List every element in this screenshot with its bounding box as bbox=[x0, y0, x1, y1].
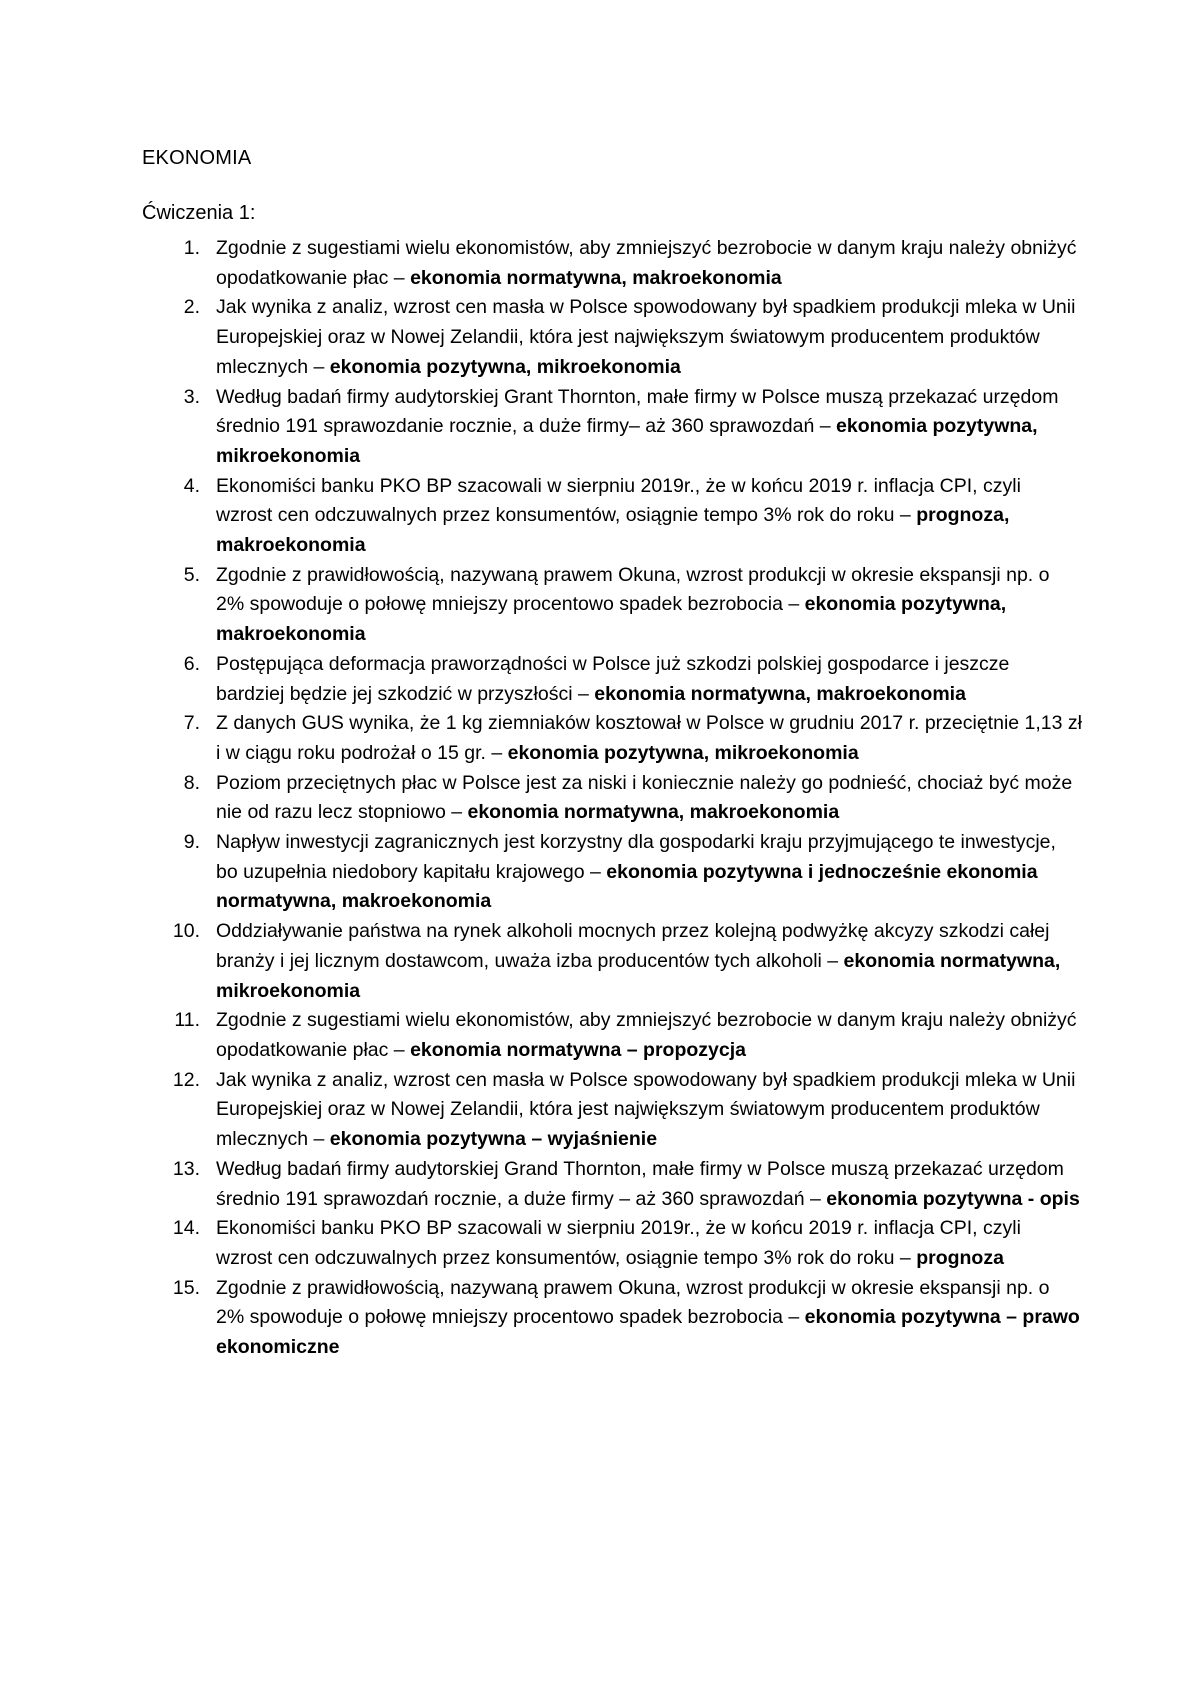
item-text: Według badań firmy audytorskiej Grant Thornton, małe firmy w Polsce muszą przekazać urzędom średnio 191 sprawozdanie rocznie, a duże firmy– aż 360 sprawozdań – bbox=[216, 385, 1059, 438]
exercise-list bbox=[142, 234, 1082, 1363]
list-item bbox=[142, 1066, 1082, 1155]
item-classification: prognoza bbox=[916, 1246, 1004, 1269]
list-item bbox=[142, 828, 1082, 917]
item-number: 6. bbox=[183, 652, 200, 675]
item-classification: ekonomia pozytywna i jednocześnie ekonomia normatywna, makroekonomia bbox=[216, 860, 1038, 913]
item-classification: prognoza, makroekonomia bbox=[216, 504, 1010, 557]
item-number: 1. bbox=[183, 237, 200, 259]
item-text: Ekonomiści banku PKO BP szacowali w sierpniu 2019r., że w końcu 2019 r. inflacja CPI, czyli wzrost cen odczuwalnych przez konsumentów, osiągnie tempo 3% rok do roku – bbox=[216, 474, 1021, 527]
item-classification: ekonomia normatywna – propozycja bbox=[410, 1038, 746, 1061]
list-item bbox=[142, 1006, 1082, 1065]
item-classification: ekonomia normatywna, makroekonomia bbox=[410, 266, 782, 289]
list-item bbox=[142, 769, 1082, 828]
item-text: Zgodnie z prawidłowością, nazywaną prawem Okuna, wzrost produkcji w okresie ekspansji np. o 2% spowoduje o połowę mniejszy procentowo spadek bezrobocia – bbox=[216, 1276, 1050, 1329]
item-text: Poziom przeciętnych płac w Polsce jest za niski i koniecznie należy go podnieść, chociaż być może nie od razu lecz stopniowo – bbox=[216, 771, 1073, 824]
item-classification: ekonomia normatywna, makroekonomia bbox=[594, 682, 966, 705]
item-text: Jak wynika z analiz, wzrost cen masła w Polsce spowodowany był spadkiem produkcji mleka w Unii Europejskiej oraz w Nowej Zelandii, która jest największym światowym producentem produktów mlecznych – bbox=[216, 296, 1076, 378]
item-classification: ekonomia pozytywna - opis bbox=[826, 1187, 1080, 1210]
item-number: 12. bbox=[172, 1068, 200, 1091]
item-classification: ekonomia pozytywna – prawo ekonomiczne bbox=[216, 1306, 1080, 1359]
item-number: 3. bbox=[183, 385, 200, 408]
item-text: Ekonomiści banku PKO BP szacowali w sierpniu 2019r., że w końcu 2019 r. inflacja CPI, czyli wzrost cen odczuwalnych przez konsumentów, osiągnie tempo 3% rok do roku – bbox=[216, 1217, 1021, 1269]
item-number: 10. bbox=[172, 920, 200, 943]
list-item bbox=[142, 472, 1082, 561]
item-text: Oddziaływanie państwa na rynek alkoholi mocnych przez kolejną podwyżkę akcyzy szkodzi całej branży i jej licznym dostawcom, uważa izba producentów tych alkoholi – bbox=[216, 920, 1050, 972]
list-item bbox=[142, 383, 1082, 472]
item-classification: ekonomia normatywna, makroekonomia bbox=[467, 801, 840, 824]
item-classification: ekonomia pozytywna, makroekonomia bbox=[216, 593, 1007, 646]
item-classification: ekonomia pozytywna, mikroekonomia bbox=[216, 415, 1038, 467]
item-text: Zgodnie z sugestiami wielu ekonomistów, aby zmniejszyć bezrobocie w danym kraju należy obniżyć opodatkowanie płac – bbox=[216, 237, 1077, 289]
item-text: Napływ inwestycji zagranicznych jest korzystny dla gospodarki kraju przyjmującego te inwestycje, bo uzupełnia niedobory kapitału krajowego – bbox=[216, 831, 1056, 883]
document-title: EKONOMIA bbox=[142, 147, 252, 169]
item-text: Zgodnie z sugestiami wielu ekonomistów, aby zmniejszyć bezrobocie w danym kraju należy obniżyć opodatkowanie płac – bbox=[216, 1009, 1077, 1061]
item-number: 13. bbox=[172, 1157, 200, 1180]
list-item bbox=[142, 1274, 1082, 1363]
item-number: 7. bbox=[183, 712, 200, 735]
item-text: Postępująca deformacja praworządności w Polsce już szkodzi polskiej gospodarce i jeszcze bardziej będzie jej szkodzić w przyszłości – bbox=[216, 652, 1010, 705]
item-number: 8. bbox=[183, 771, 200, 794]
item-number: 9. bbox=[183, 831, 200, 854]
item-classification: ekonomia pozytywna, mikroekonomia bbox=[507, 741, 859, 764]
list-item bbox=[142, 650, 1082, 709]
item-number: 5. bbox=[183, 563, 200, 586]
list-item bbox=[142, 709, 1082, 768]
list-item bbox=[142, 234, 1082, 293]
item-classification: ekonomia pozytywna – wyjaśnienie bbox=[329, 1128, 658, 1151]
item-number: 15. bbox=[172, 1276, 200, 1299]
item-number: 14. bbox=[172, 1217, 200, 1240]
item-classification: ekonomia pozytywna, mikroekonomia bbox=[329, 355, 681, 378]
item-number: 2. bbox=[183, 296, 200, 319]
item-number: 4. bbox=[183, 474, 200, 497]
list-item bbox=[142, 561, 1082, 650]
item-number: 11. bbox=[174, 1009, 200, 1032]
item-text: Zgodnie z prawidłowością, nazywaną prawem Okuna, wzrost produkcji w okresie ekspansji np. o 2% spowoduje o połowę mniejszy procentowo spadek bezrobocia – bbox=[216, 563, 1050, 616]
item-text: Według badań firmy audytorskiej Grand Thornton, małe firmy w Polsce muszą przekazać urzędom średnio 191 sprawozdań rocznie, a duże firmy – aż 360 sprawozdań – bbox=[216, 1157, 1064, 1210]
list-item bbox=[142, 293, 1082, 382]
list-item bbox=[142, 917, 1082, 1006]
section-heading: Ćwiczenia 1: bbox=[142, 202, 256, 224]
item-text: Z danych GUS wynika, że 1 kg ziemniaków kosztował w Polsce w grudniu 2017 r. przeciętnie 1,13 zł i w ciągu roku podrożał o 15 gr. – bbox=[216, 712, 1082, 764]
item-text: Jak wynika z analiz, wzrost cen masła w Polsce spowodowany był spadkiem produkcji mleka w Unii Europejskiej oraz w Nowej Zelandii, która jest największym światowym producentem produktów mlecznych – bbox=[216, 1068, 1076, 1151]
list-item bbox=[142, 1155, 1082, 1214]
item-classification: ekonomia normatywna, mikroekonomia bbox=[216, 949, 1061, 1002]
list-item bbox=[142, 1214, 1082, 1273]
